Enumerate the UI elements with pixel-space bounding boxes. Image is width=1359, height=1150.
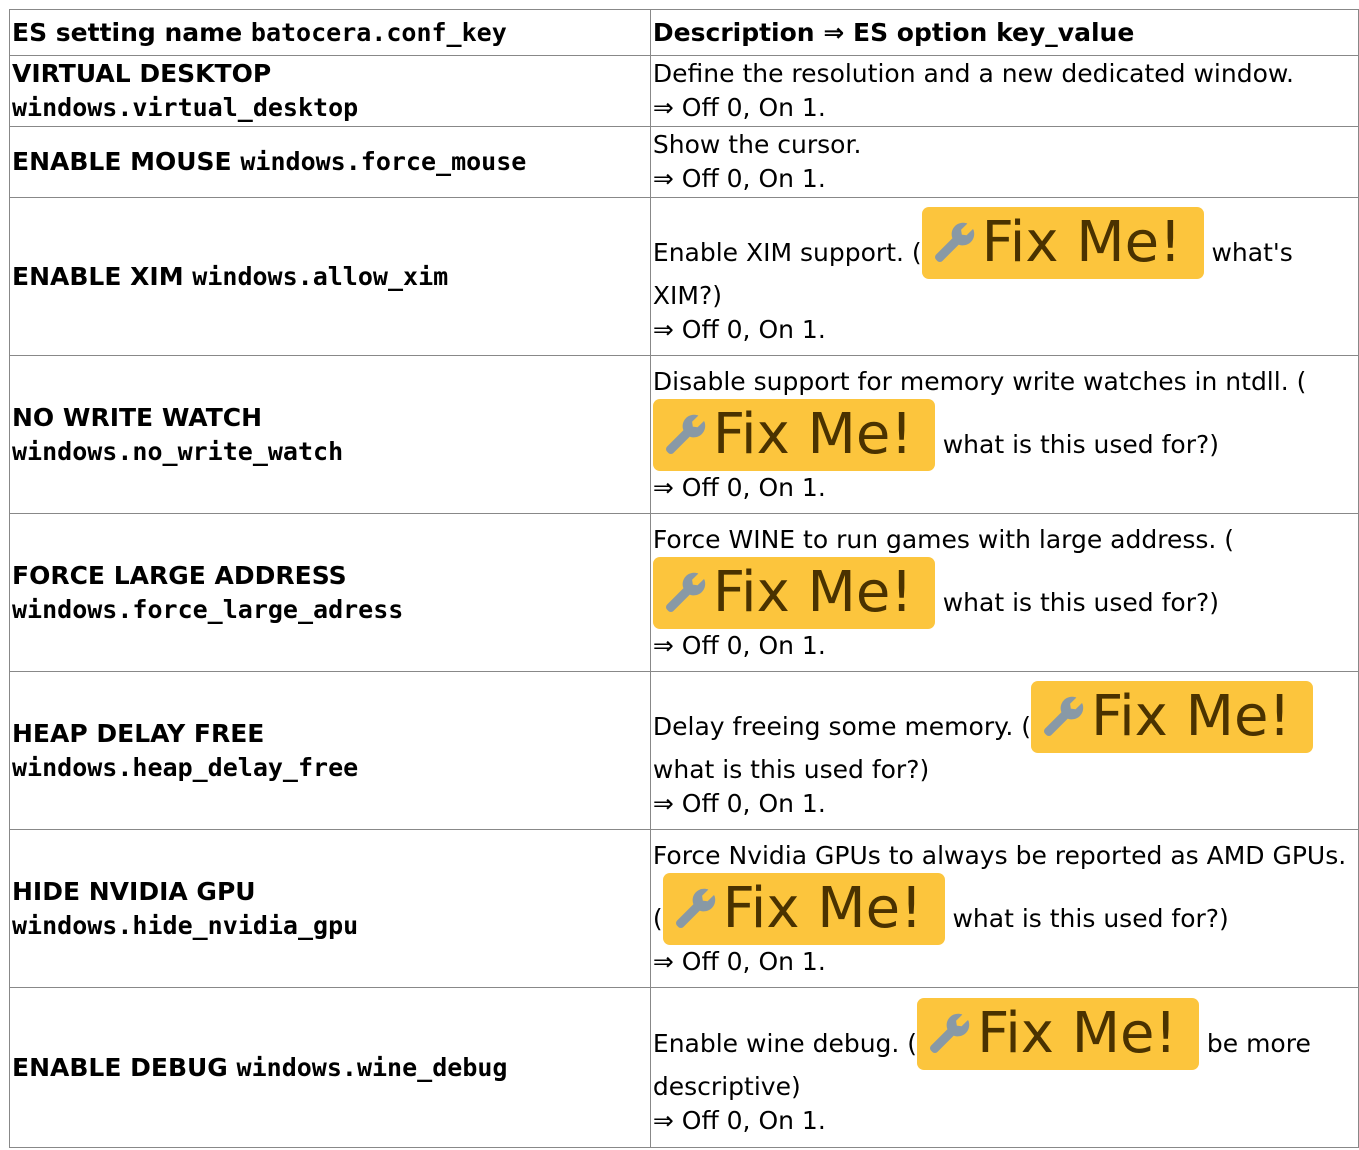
value-text: ⇒ Off 0, On 1. xyxy=(652,314,826,344)
value-text: ⇒ Off 0, On 1. xyxy=(652,93,826,122)
header-description: Description ⇒ ES option key_value xyxy=(650,10,1358,56)
value-text: ⇒ Off 0, On 1. xyxy=(652,788,826,818)
description-cell: Force Nvidia GPUs to always be reported as AMD GPUs. ( Fix Me! what is this used for?) ⇒ Off 0, On 1. xyxy=(650,830,1358,988)
table-row xyxy=(10,127,1359,198)
setting-name-cell: ENABLE MOUSE windows.force_mouse xyxy=(10,127,651,198)
value-text: ⇒ Off 0, On 1. xyxy=(652,630,826,660)
value-text: ⇒ Off 0, On 1. xyxy=(652,946,826,976)
setting-key: windows.heap_delay_free xyxy=(12,752,359,782)
wrench-icon xyxy=(927,1012,971,1056)
description-cell: Enable wine debug. ( Fix Me! be more descriptive) ⇒ Off 0, On 1. xyxy=(650,988,1358,1148)
description-cell: Delay freeing some memory. ( Fix Me! what is this used for?) ⇒ Off 0, On 1. xyxy=(650,672,1358,830)
wrench-icon xyxy=(1041,695,1085,739)
fixme-badge[interactable]: Fix Me! xyxy=(1031,681,1313,753)
table-row xyxy=(10,514,1359,672)
setting-name-cell: VIRTUAL DESKTOP windows.virtual_desktop xyxy=(10,56,651,127)
setting-key: windows.wine_debug xyxy=(236,1052,508,1082)
wrench-icon xyxy=(663,413,707,457)
fixme-badge[interactable]: Fix Me! xyxy=(663,873,945,945)
table-row xyxy=(10,56,1359,127)
fixme-badge[interactable]: Fix Me! xyxy=(917,998,1199,1070)
value-text: ⇒ Off 0, On 1. xyxy=(652,1105,826,1135)
setting-name-cell: HEAP DELAY FREE windows.heap_delay_free xyxy=(10,672,651,830)
wrench-icon xyxy=(663,571,707,615)
fixme-badge[interactable]: Fix Me! xyxy=(922,207,1204,279)
setting-name-cell: FORCE LARGE ADDRESS windows.force_large_adress xyxy=(10,514,651,672)
value-text: ⇒ Off 0, On 1. xyxy=(652,164,826,193)
description-cell: Show the cursor. ⇒ Off 0, On 1. xyxy=(650,127,1358,198)
fixme-badge[interactable]: Fix Me! xyxy=(653,399,935,471)
setting-key: windows.force_mouse xyxy=(240,147,527,176)
description-cell: Disable support for memory write watches in ntdll. (Fix Me! what is this used for?) ⇒ Off 0, On 1. xyxy=(650,356,1358,514)
table-row xyxy=(10,830,1359,988)
table-row xyxy=(10,672,1359,830)
wrench-icon xyxy=(673,887,717,931)
setting-key: windows.hide_nvidia_gpu xyxy=(12,910,359,940)
description-cell: Define the resolution and a new dedicated window. ⇒ Off 0, On 1. xyxy=(650,56,1358,127)
table-row xyxy=(10,198,1359,356)
table-row xyxy=(10,356,1359,514)
header-setting-name: ES setting name batocera.conf_key xyxy=(10,10,651,56)
table-header-row xyxy=(10,10,1359,56)
setting-name-cell: NO WRITE WATCH windows.no_write_watch xyxy=(10,356,651,514)
description-cell: Enable XIM support. ( Fix Me! what's XIM?) ⇒ Off 0, On 1. xyxy=(650,198,1358,356)
setting-key: windows.no_write_watch xyxy=(12,436,344,466)
fixme-badge[interactable]: Fix Me! xyxy=(653,557,935,629)
setting-name-cell: ENABLE DEBUG windows.wine_debug xyxy=(10,988,651,1148)
wrench-icon xyxy=(932,221,976,265)
setting-key: windows.virtual_desktop xyxy=(12,93,359,122)
value-text: ⇒ Off 0, On 1. xyxy=(652,472,826,502)
setting-key: windows.allow_xim xyxy=(192,261,449,291)
setting-name-cell: HIDE NVIDIA GPU windows.hide_nvidia_gpu xyxy=(10,830,651,988)
setting-name-cell: ENABLE XIM windows.allow_xim xyxy=(10,198,651,356)
table-row xyxy=(10,988,1359,1148)
setting-key: windows.force_large_adress xyxy=(12,594,404,624)
settings-table xyxy=(9,9,1359,1148)
description-cell: Force WINE to run games with large address. (Fix Me! what is this used for?) ⇒ Off 0, On 1. xyxy=(650,514,1358,672)
